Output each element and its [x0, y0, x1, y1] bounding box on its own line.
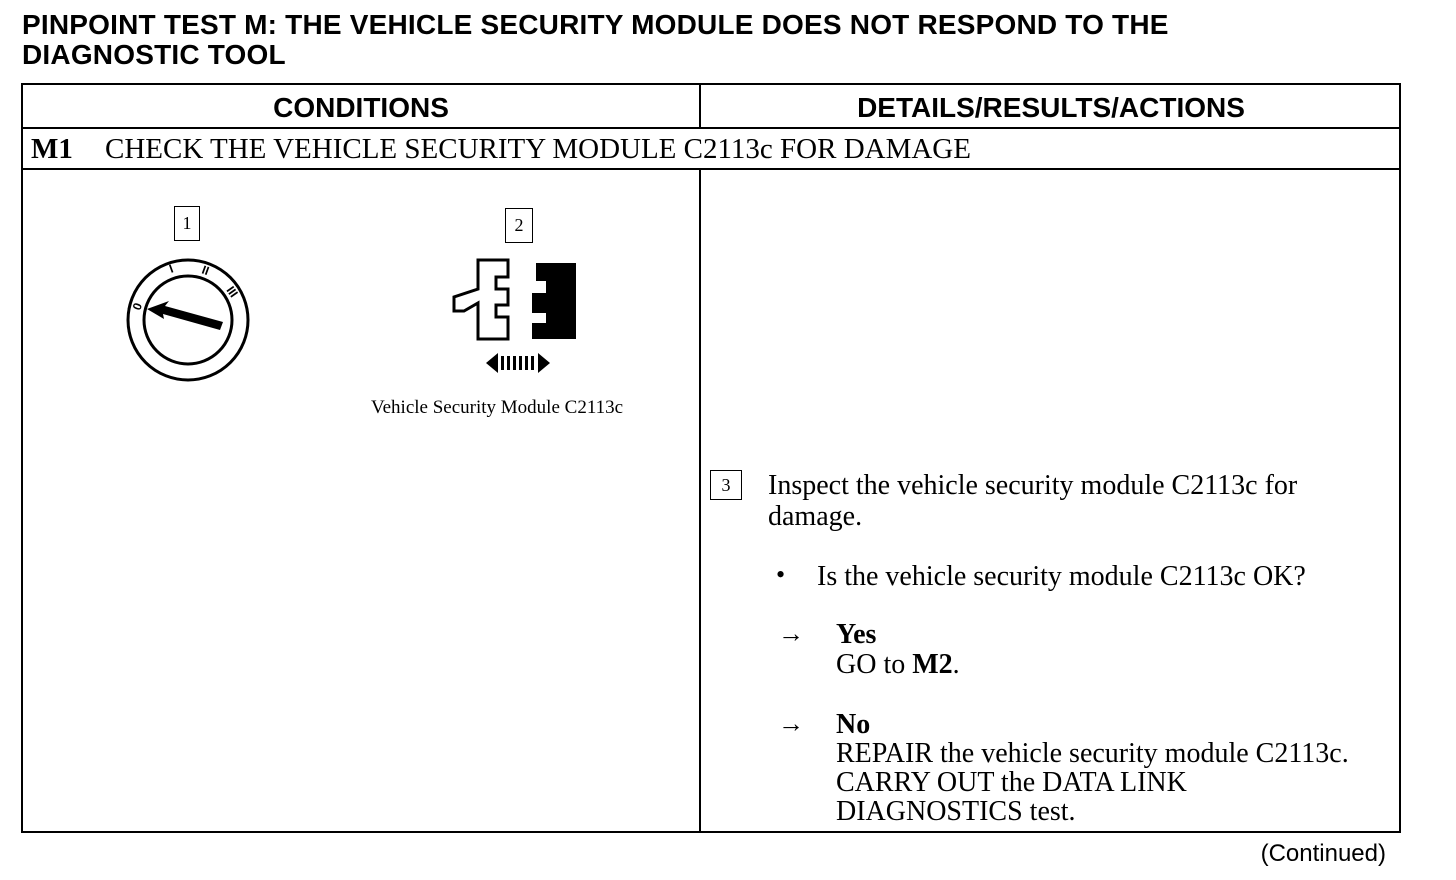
step-id: M1	[31, 133, 73, 165]
pinpoint-test-table	[21, 83, 1401, 833]
answer-yes-action	[836, 650, 960, 680]
title-line-2: DIAGNOSTIC TOOL	[22, 39, 286, 70]
callout-box-1: 1	[174, 206, 200, 241]
answer-no	[836, 710, 1349, 826]
page-title	[22, 10, 1422, 70]
yes-action-suffix: .	[952, 649, 960, 680]
title-line-1: PINPOINT TEST M: THE VEHICLE SECURITY MODULE DOES NOT RESPOND TO THE	[22, 9, 1169, 40]
column-divider-body	[699, 170, 701, 831]
callout-box-3: 3	[710, 470, 742, 500]
yes-action-prefix: GO to	[836, 649, 913, 680]
bullet-icon: •	[776, 560, 786, 589]
position-label-1: I	[167, 261, 176, 276]
column-divider-header	[699, 85, 701, 129]
answer-no-label: No	[836, 709, 871, 740]
instruction-text: Inspect the vehicle security module C2113c for damage.	[768, 470, 1298, 532]
position-label-2: II	[199, 262, 212, 279]
ignition-switch-icon	[123, 255, 253, 385]
header-row	[23, 85, 1399, 129]
answer-yes-label: Yes	[836, 619, 877, 650]
connector-icon	[448, 255, 588, 385]
connector-caption: Vehicle Security Module C2113c	[371, 397, 624, 418]
arrow-right-icon: →	[778, 709, 804, 738]
question-text: Is the vehicle security module C2113c OK?	[817, 561, 1306, 592]
answer-no-line: REPAIR the vehicle security module C2113c.	[836, 738, 1349, 769]
position-label-0: 0	[129, 300, 146, 313]
step-title: CHECK THE VEHICLE SECURITY MODULE C2113c FOR DAMAGE	[105, 133, 971, 165]
callout-box-2: 2	[505, 208, 533, 243]
yes-action-target: M2	[912, 649, 953, 680]
arrow-right-icon: →	[778, 619, 804, 648]
step-row-m1	[23, 129, 1399, 170]
header-conditions: CONDITIONS	[273, 92, 449, 123]
header-details-results-actions: DETAILS/RESULTS/ACTIONS	[857, 92, 1245, 123]
position-label-3: III	[223, 283, 241, 300]
answer-yes	[836, 620, 960, 680]
answer-no-line: DIAGNOSTICS test.	[836, 796, 1076, 827]
answer-no-line: CARRY OUT the DATA LINK	[836, 767, 1187, 798]
continued-label: (Continued)	[1260, 840, 1386, 867]
